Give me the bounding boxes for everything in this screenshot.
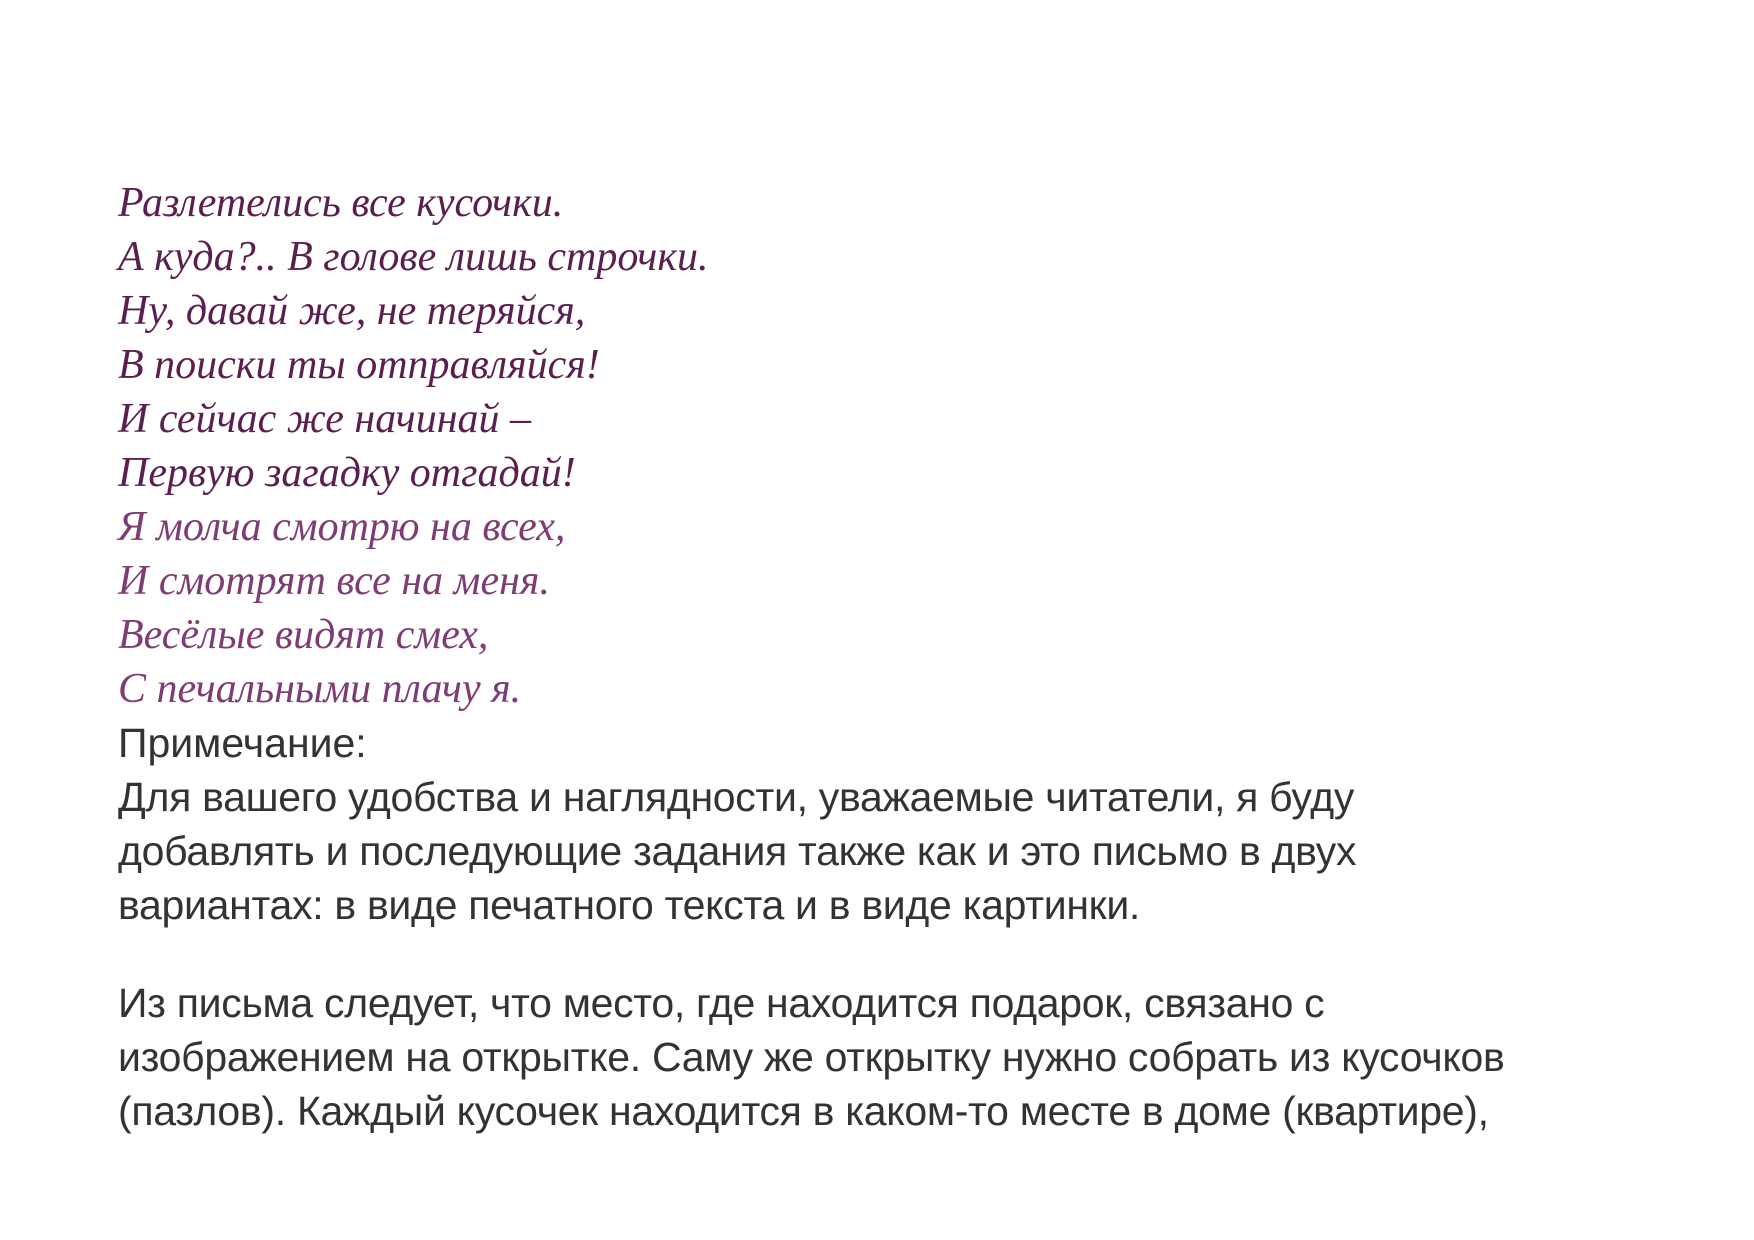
body-line: Из письма следует, что место, где находится подарок, связано с [118, 980, 1325, 1026]
note-label: Примечание: [118, 720, 367, 766]
body-line: (пазлов). Каждый кусочек находится в каком-то месте в доме (квартире), [118, 1088, 1489, 1134]
poem-line: А куда?.. В голове лишь строчки. [118, 234, 709, 280]
poem [118, 176, 1618, 716]
body-paragraph [118, 976, 1698, 1138]
poem-line: Первую загадку отгадай! [118, 450, 576, 496]
prose-section [118, 716, 1698, 1138]
poem-line: В поиски ты отправляйся! [118, 342, 600, 388]
poem-stanza-2-riddle [118, 500, 1618, 716]
note-line: Для вашего удобства и наглядности, уважаемые читатели, я буду [118, 774, 1355, 820]
poem-stanza-1 [118, 176, 1618, 500]
paragraph-spacer [118, 932, 1698, 976]
riddle-line: И смотрят все на меня. [118, 558, 550, 604]
body-line: изображением на открытке. Саму же открытку нужно собрать из кусочков [118, 1034, 1505, 1080]
poem-line: Разлетелись все кусочки. [118, 180, 564, 226]
riddle-line: С печальными плачу я. [118, 666, 522, 712]
riddle-line: Я молча смотрю на всех, [118, 504, 566, 550]
note-line: добавлять и последующие задания также как и это письмо в двух [118, 828, 1357, 874]
riddle-line: Весёлые видят смех, [118, 612, 489, 658]
poem-line: Ну, давай же, не теряйся, [118, 288, 586, 334]
note-line: вариантах: в виде печатного текста и в виде картинки. [118, 882, 1141, 928]
poem-line: И сейчас же начинай – [118, 396, 532, 442]
note-paragraph [118, 770, 1698, 932]
